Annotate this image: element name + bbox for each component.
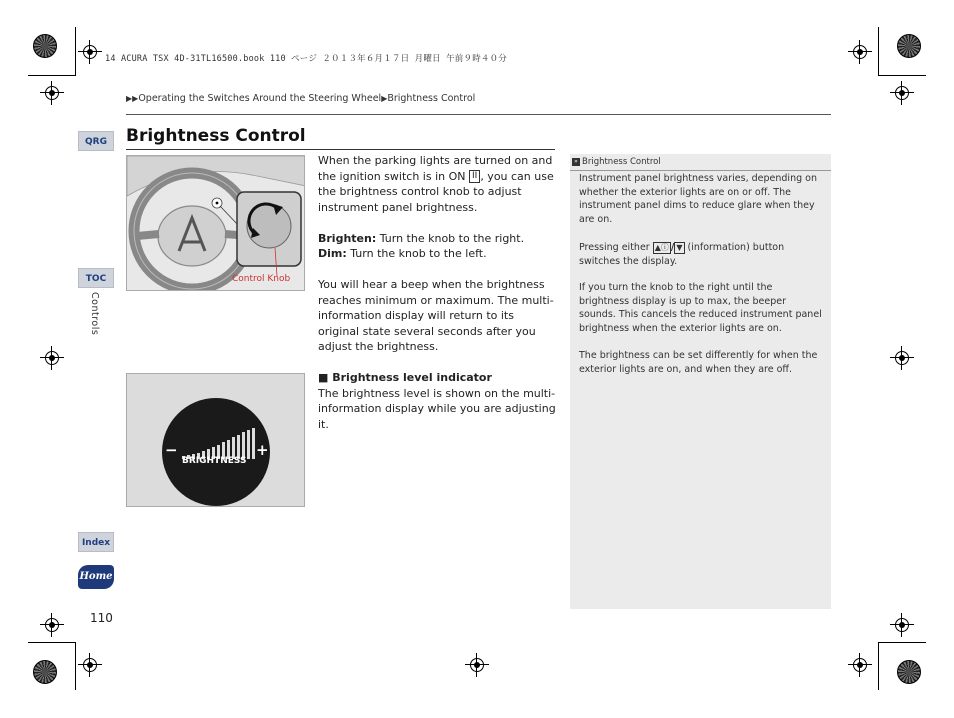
note-paragraph-2: Pressing either ▲ⓘ / ▼ (information) button switches the display. (579, 242, 785, 267)
registration-mark-icon (83, 658, 97, 672)
intro-paragraph: When the parking lights are turned on and the ignition switch is in ON II , you can use the brightness control knob to adjust instrument panel brightness. (318, 154, 554, 214)
main-text (318, 153, 556, 432)
breadcrumb-arrow-icon: ▶▶ (126, 94, 139, 103)
note-paragraph-1: Instrument panel brightness varies, depending on whether the exterior lights are on or off. The instrument panel dims to reduce glare when they are on. (579, 173, 817, 225)
crop-mark (28, 642, 76, 643)
breadcrumb-parent[interactable]: Operating the Switches Around the Steering Wheel (138, 93, 382, 104)
title-divider (126, 149, 555, 150)
header-divider (126, 114, 831, 115)
registration-mark-icon (853, 45, 867, 59)
info-up-button-icon: ▲ⓘ (654, 242, 669, 252)
indicator-heading: ■ Brightness level indicator (318, 371, 492, 384)
breadcrumb-current: Brightness Control (387, 93, 476, 104)
control-knob-callout: Control Knob (232, 274, 291, 284)
crop-mark (878, 642, 926, 643)
registration-mark-icon (853, 658, 867, 672)
toc-tab[interactable]: TOC (78, 268, 114, 288)
registration-mark-icon (895, 86, 909, 100)
breadcrumb (126, 93, 475, 104)
section-label: Controls (89, 292, 100, 336)
note-paragraph-3: If you turn the knob to the right until the brightness display is up to max, the beeper sounds. This cancels the reduced instrument panel brightness when the exterior lights are on. (579, 282, 822, 334)
qrg-tab[interactable]: QRG (78, 131, 114, 151)
crop-mark (878, 75, 926, 76)
note-panel (570, 154, 831, 609)
page-number: 110 (90, 611, 113, 625)
beep-paragraph: You will hear a beep when the brightness reaches minimum or maximum. The multi-information display will return to its original state several seconds after you adjust the brightness. (318, 278, 554, 353)
minus-icon: − (165, 441, 178, 459)
crop-mark (75, 27, 76, 75)
registration-mark-icon (45, 618, 59, 632)
info-down-button-icon: ▼ (676, 242, 683, 252)
index-tab[interactable]: Index (78, 532, 114, 552)
crop-mark (28, 75, 76, 76)
brightness-label: BRIGHTNESS (182, 456, 247, 466)
dim-label: Dim: (318, 247, 347, 260)
printer-disc-icon (33, 34, 57, 58)
note-reference-icon: » (572, 158, 580, 166)
brightness-indicator-figure (126, 373, 305, 507)
printer-disc-icon (33, 660, 57, 684)
registration-mark-icon (45, 86, 59, 100)
crop-mark (878, 27, 879, 75)
breadcrumb-separator-icon: ▶ (381, 94, 388, 103)
printer-disc-icon (897, 34, 921, 58)
registration-mark-icon (895, 351, 909, 365)
registration-mark-icon (83, 45, 97, 59)
crop-mark (75, 642, 76, 690)
brighten-label: Brighten: (318, 231, 377, 245)
bullet-icon: ■ (318, 371, 329, 384)
crop-mark (878, 642, 879, 690)
registration-mark-icon (45, 351, 59, 365)
adjust-instructions: Brighten: Turn the knob to the right. Dim: Turn the knob to the left. (318, 231, 525, 260)
printer-disc-icon (897, 660, 921, 684)
plus-icon: + (256, 441, 269, 459)
steering-wheel-figure (126, 155, 305, 291)
brightness-display-illustration (127, 374, 304, 506)
note-heading: » Brightness Control (570, 154, 831, 171)
indicator-section (318, 370, 556, 432)
registration-mark-icon (470, 658, 484, 672)
note-paragraph-4: The brightness can be set differently for when the exterior lights are on, and when they are off. (579, 350, 818, 375)
print-header: 14 ACURA TSX 4D-31TL16500.book 110 ページ ２０１３年６月１７日 月曜日 午前９時４０分 (105, 54, 507, 64)
home-button[interactable]: Home (78, 565, 114, 589)
registration-mark-icon (895, 618, 909, 632)
steering-wheel-illustration (127, 156, 305, 291)
ignition-on-key-icon: II (469, 170, 480, 183)
indicator-text: The brightness level is shown on the multi-information display while you are adjusting it. (318, 386, 556, 431)
page-title: Brightness Control (126, 126, 306, 146)
